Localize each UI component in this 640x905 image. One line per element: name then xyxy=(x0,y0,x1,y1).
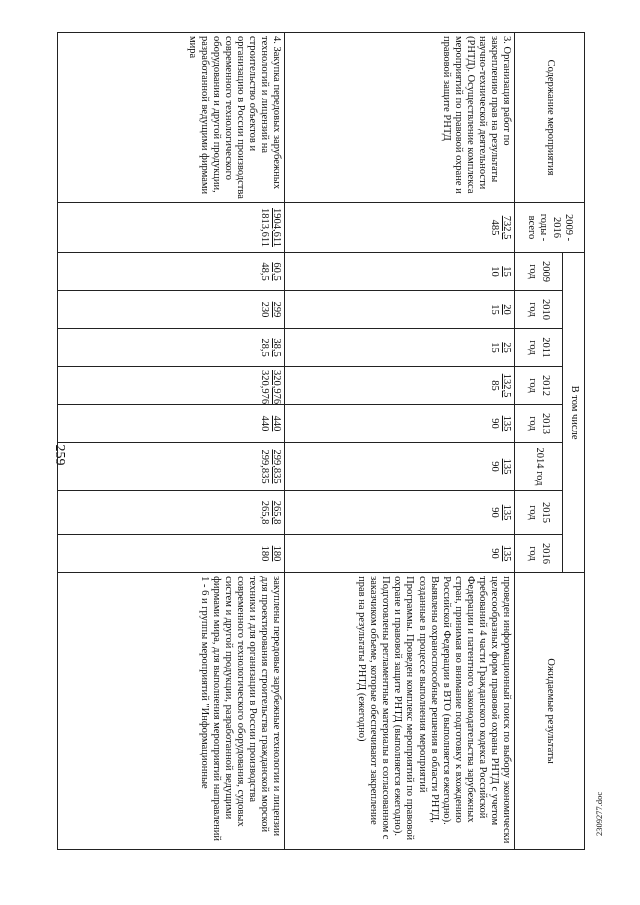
total-value-bottom: 1813,611 xyxy=(258,208,270,247)
year-value-top: 299 xyxy=(271,301,282,318)
year-value-bottom: 90 xyxy=(488,507,500,518)
year-value-top: 135 xyxy=(501,504,512,521)
year-value-bottom: 299,835 xyxy=(258,449,270,484)
header-year: 2012 год xyxy=(515,367,563,405)
year-value xyxy=(285,367,515,405)
year-value-top: 265,8 xyxy=(271,500,282,525)
total-value xyxy=(285,203,515,253)
header-in-total: В том числе xyxy=(563,253,585,573)
program-activities-table xyxy=(57,32,585,850)
expected-results: проведен информационный поиск по выбору экономически целесообразных форм правовой охраны РНТД с учетом требований 4 части Гражданского кодекса Российской Федерации и патентного законодательства зарубежных стран, принимая во внимание подготовку к вхождению Российской Федерации в ВТО (выполняется ежегодно). Выявлены охраноспособные решения в области РНТД, созданные в процессе выполнения мероприятий Программы. Проведен комплекс мероприятий по правовой охране и правовой защите РНТД (выполняется ежегодно). Подготовлены регламентные материалы в согласованном с заказчиком объеме, которые обеспечивают закрепление прав на результаты РНТД (ежегодно) xyxy=(285,573,515,850)
header-total: 2009 - 2016 годы - всего xyxy=(515,203,585,253)
year-value-top: 20 xyxy=(501,304,512,315)
year-value-bottom: 90 xyxy=(488,418,500,429)
year-value xyxy=(58,491,285,535)
header-content: Содержание мероприятия xyxy=(515,33,585,203)
year-value xyxy=(58,443,285,491)
year-value-bottom: 48,5 xyxy=(258,262,270,281)
year-value-top: 25 xyxy=(501,342,512,353)
table-row xyxy=(58,33,285,850)
year-value xyxy=(58,535,285,573)
expected-results: закуплены передовые зарубежные технологии и лицензии для проектирования строительства гражданской морской техники и для организации в России производства современного технологического оборудования, судовых систем и другой продукции, разработанной ведущими фирмами мира, для выполнения мероприятий направлений 1 - 6 и группы мероприятий "Информационные xyxy=(58,573,285,850)
year-value-top: 135 xyxy=(501,415,512,432)
year-value-bottom: 28,5 xyxy=(258,338,270,357)
year-value xyxy=(58,405,285,443)
year-value-top: 38,5 xyxy=(271,338,282,357)
header-year: 2016 год xyxy=(515,535,563,573)
year-value xyxy=(285,253,515,291)
year-value xyxy=(285,443,515,491)
total-value-top: 1904,611 xyxy=(271,208,282,247)
year-value xyxy=(58,253,285,291)
year-value xyxy=(285,535,515,573)
year-value-top: 180 xyxy=(271,545,282,562)
year-value-bottom: 15 xyxy=(488,304,500,315)
header-year: 2014 год xyxy=(515,443,563,491)
year-value xyxy=(285,329,515,367)
header-year: 2015 год xyxy=(515,491,563,535)
header-year: 2013 год xyxy=(515,405,563,443)
year-value xyxy=(285,291,515,329)
total-value-bottom: 485 xyxy=(488,219,500,236)
year-value-top: 135 xyxy=(501,545,512,562)
year-value xyxy=(285,405,515,443)
year-value-bottom: 15 xyxy=(488,342,500,353)
year-value xyxy=(285,491,515,535)
page-number: 259 xyxy=(52,444,67,466)
year-value-top: 299,835 xyxy=(271,449,282,484)
year-value-top: 132,5 xyxy=(501,373,512,398)
year-value-bottom: 440 xyxy=(258,415,270,432)
year-value xyxy=(58,367,285,405)
year-value-bottom: 85 xyxy=(488,380,500,391)
year-value-bottom: 10 xyxy=(488,266,500,277)
year-value-bottom: 265,8 xyxy=(258,500,270,525)
year-value-top: 15 xyxy=(501,266,512,277)
year-value-bottom: 90 xyxy=(488,548,500,559)
activity-content: 4. Закупка передовых зарубежных технологий и лицензий на строительство объектов и организацию в России производства современного технологического оборудования и другой продукции, разработанной ведущими фирмами мира xyxy=(58,33,285,203)
total-value xyxy=(58,203,285,253)
activity-content: 3. Организация работ по закреплению прав на результаты научно-технической деятельности (РНТД). Осуществление комплекса мероприятий по правовой охране и правовой защите РНТД xyxy=(285,33,515,203)
year-value-top: 60,5 xyxy=(271,262,282,281)
year-value xyxy=(58,291,285,329)
rotated-table-container xyxy=(57,32,585,850)
year-value-bottom: 180 xyxy=(258,545,270,562)
year-value-bottom: 320,976 xyxy=(258,370,270,405)
year-value-bottom: 230 xyxy=(258,301,270,318)
table-row xyxy=(285,33,515,850)
header-year: 2010 год xyxy=(515,291,563,329)
year-value xyxy=(58,329,285,367)
year-value-top: 440 xyxy=(271,415,282,432)
total-value-top: 732,5 xyxy=(501,215,512,240)
header-year: 2011 год xyxy=(515,329,563,367)
year-value-top: 320,976 xyxy=(271,370,282,405)
document-footer: 2309277.doc xyxy=(594,791,604,836)
year-value-top: 135 xyxy=(501,458,512,475)
year-value-bottom: 90 xyxy=(488,461,500,472)
header-results: Ожидаемые результаты xyxy=(515,573,585,850)
header-year: 2009 год xyxy=(515,253,563,291)
